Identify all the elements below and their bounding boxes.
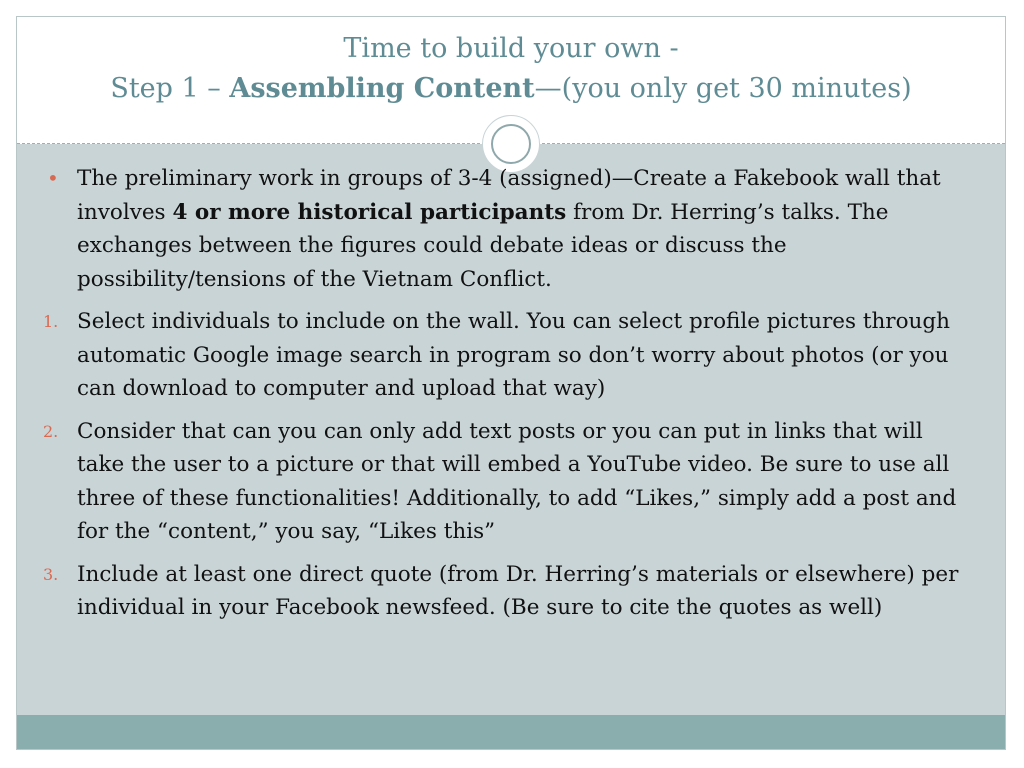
- list-item: [43, 162, 973, 296]
- item-text: Consider that can you can only add text posts or you can put in links that will take the user to a picture or that will embed a YouTube video. Be sure to use all three of these functionalities! Additionally, to add “Likes,” simply add a post and for the “content,” you say, “Likes this”: [77, 418, 957, 544]
- bullet-icon: •: [47, 166, 59, 190]
- title-line-2-prefix: Step 1 –: [110, 73, 230, 104]
- item-text: Include at least one direct quote (from Dr. Herring’s materials or elsewhere) per individual in your Facebook newsfeed. (Be sure to cite the quotes as well): [77, 561, 959, 620]
- list-number: 3.: [43, 564, 59, 584]
- item-text-bold: 4 or more historical participants: [172, 199, 567, 225]
- slide: [16, 16, 1006, 750]
- list-item: [43, 558, 973, 625]
- list-item: [43, 415, 973, 549]
- footer-bar: [17, 715, 1005, 749]
- title-line-1: Time to build your own -: [343, 33, 679, 64]
- slide-content: [43, 162, 973, 634]
- title-line-2: [17, 69, 1005, 109]
- slide-title: [17, 29, 1005, 109]
- item-text-before: The preliminary work in groups of 3-4 (assigned)—Create a Fakebook wall that involves: [77, 166, 941, 225]
- circle-ring-icon: [491, 124, 531, 164]
- list-item: [43, 305, 973, 406]
- list-number: 2.: [43, 421, 59, 441]
- item-text: Select individuals to include on the wall. You can select profile pictures through automatic Google image search in program so don’t worry about photos (or you can download to computer and upload that way): [77, 309, 950, 401]
- item-text-after: from Dr. Herring’s talks. The exchanges between the figures could debate ideas or discuss the possibility/tensions of the Vietnam Conflict.: [77, 199, 889, 292]
- title-line-2-bold: Assembling Content: [229, 73, 535, 104]
- title-line-2-suffix: —(you only get 30 minutes): [534, 73, 912, 104]
- list-number: 1.: [43, 312, 59, 331]
